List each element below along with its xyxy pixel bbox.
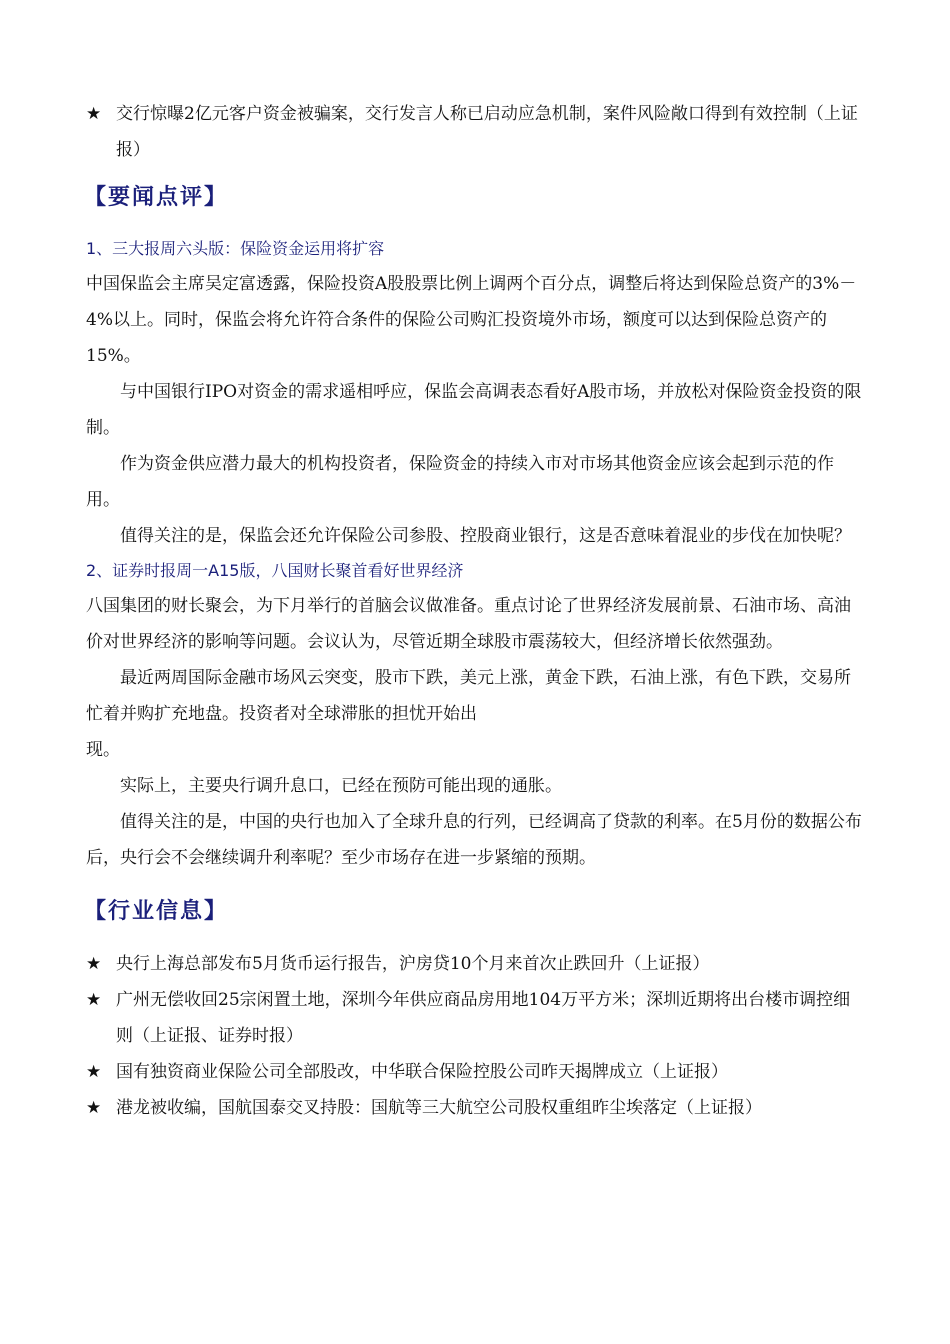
bullet-text: 国有独资商业保险公司全部股改，中华联合保险控股公司昨天揭牌成立（上证报） <box>116 1062 728 1082</box>
news-item-2-paragraph: 最近两周国际金融市场风云突变，股市下跌，美元上涨，黄金下跌，石油上涨，有色下跌，交易所忙着并购扩充地盘。投资者对全球滞胀的担忧开始出 <box>86 668 851 724</box>
bullet-text: 广州无偿收回25宗闲置土地，深圳今年供应商品房用地104万平方米；深圳近期将出台楼市调控细则（上证报、证券时报） <box>116 990 851 1046</box>
news-item-2-heading: 2、证券时报周一A15版，八国财长聚首看好世界经济 <box>86 561 464 580</box>
news-item-1-paragraph: 与中国银行IPO对资金的需求遥相呼应，保监会高调表态看好A股市场，并放松对保险资金投资的限制。 <box>86 382 862 438</box>
industry-bullet <box>86 946 866 982</box>
bullet-text: 央行上海总部发布5月货币运行报告，沪房贷10个月来首次止跌回升（上证报） <box>116 954 710 974</box>
section-title-industry: 【行业信息】 <box>84 899 229 924</box>
news-bullet <box>86 96 866 168</box>
star-icon: ★ <box>86 954 102 974</box>
news-item-2-paragraph: 实际上，主要央行调升息口，已经在预防可能出现的通胀。 <box>120 776 562 796</box>
industry-bullet <box>86 982 866 1054</box>
star-icon: ★ <box>86 1098 102 1118</box>
bullet-text: 港龙被收编，国航国泰交叉持股：国航等三大航空公司股权重组昨尘埃落定（上证报） <box>116 1098 762 1118</box>
news-item-1-heading: 1、三大报周六头版：保险资金运用将扩容 <box>86 239 385 258</box>
news-item-2-paragraph: 八国集团的财长聚会，为下月举行的首脑会议做准备。重点讨论了世界经济发展前景、石油市场、高油价对世界经济的影响等问题。会议认为，尽管近期全球股市震荡较大，但经济增长依然强劲。 <box>86 596 851 652</box>
news-item-1-paragraph: 值得关注的是，保监会还允许保险公司参股、控股商业银行，这是否意味着混业的步伐在加快呢？ <box>120 526 851 546</box>
star-icon: ★ <box>86 104 102 124</box>
news-item-2-paragraph: 现。 <box>86 740 120 760</box>
document-page <box>86 96 866 1126</box>
news-item-1-paragraph: 作为资金供应潜力最大的机构投资者，保险资金的持续入市对市场其他资金应该会起到示范的作用。 <box>86 454 834 510</box>
bullet-text: 交行惊曝2亿元客户资金被骗案，交行发言人称已启动应急机制，案件风险敞口得到有效控制（上证报） <box>116 104 858 160</box>
news-item-2-paragraph: 值得关注的是，中国的央行也加入了全球升息的行列，已经调高了贷款的利率。在5月份的数据公布后，央行会不会继续调升利率呢？至少市场存在进一步紧缩的预期。 <box>86 812 862 868</box>
star-icon: ★ <box>86 1062 102 1082</box>
section-title-news: 【要闻点评】 <box>84 185 229 210</box>
news-item-1-paragraph: 中国保监会主席吴定富透露，保险投资A股股票比例上调两个百分点，调整后将达到保险总资产的3%－4%以上。同时，保监会将允许符合条件的保险公司购汇投资境外市场，额度可以达到保险总资产的15%。 <box>86 274 857 366</box>
industry-bullet <box>86 1090 866 1126</box>
industry-bullet <box>86 1054 866 1090</box>
star-icon: ★ <box>86 990 102 1010</box>
